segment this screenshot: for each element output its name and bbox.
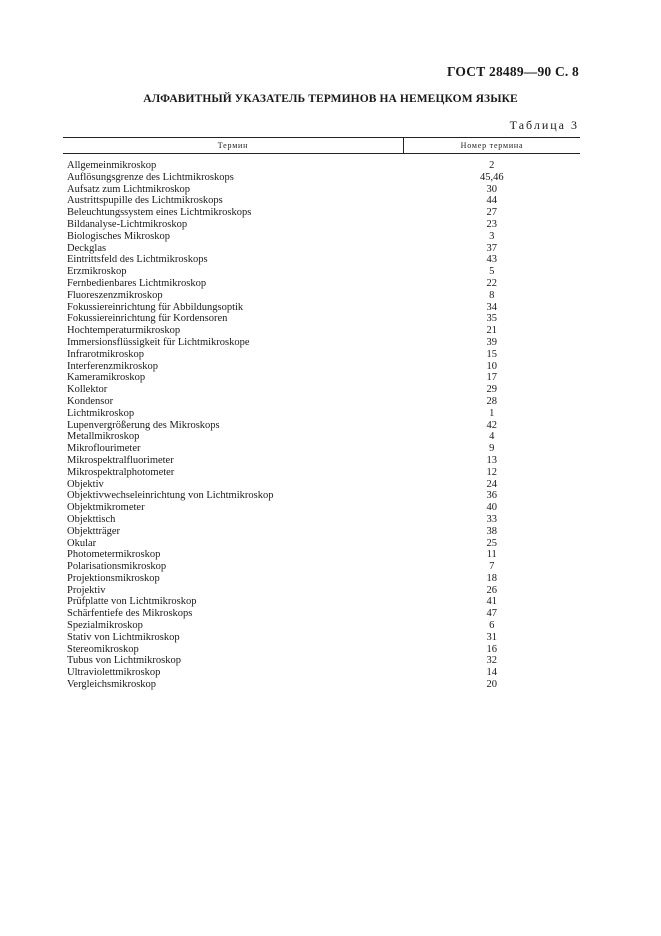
term-cell: Biologisches Mikroskop: [67, 230, 170, 242]
table-row: [63, 349, 580, 361]
term-number-cell: 34: [486, 301, 497, 313]
term-cell: Kollektor: [67, 384, 108, 396]
term-cell: Fluoreszenzmikroskop: [67, 289, 163, 301]
term-cell: Hochtemperaturmikroskop: [67, 325, 181, 337]
term-number-cell: 24: [486, 478, 497, 490]
term-cell: Metallmikroskop: [67, 431, 140, 443]
term-cell: Prüfplatte von Lichtmikroskop: [67, 596, 197, 608]
table-label: Таблица 3: [509, 118, 579, 132]
table-row: [63, 443, 580, 455]
term-cell: Projektionsmikroskop: [67, 572, 160, 584]
table-row: [63, 561, 580, 573]
term-cell: Tubus von Lichtmikroskop: [67, 655, 181, 667]
term-cell: Fernbedienbares Lichtmikroskop: [67, 277, 207, 289]
table-header: [63, 138, 580, 154]
term-cell: Polarisationsmikroskop: [67, 561, 167, 573]
table-row: [63, 172, 580, 184]
term-cell: Fokussiereinrichtung für Abbildungsoptik: [67, 301, 244, 313]
term-cell: Deckglas: [67, 242, 107, 254]
term-number-cell: 6: [489, 620, 495, 632]
term-number-cell: 2: [489, 160, 495, 171]
table-row: [63, 231, 580, 243]
table-row: [63, 679, 580, 691]
term-number-cell: 36: [486, 490, 497, 502]
table-row: [63, 325, 580, 337]
table-row: [63, 479, 580, 491]
term-cell: Infrarotmikroskop: [67, 348, 144, 360]
term-cell: Mikrospektralfluorimeter: [67, 454, 174, 466]
term-number-cell: 5: [489, 266, 495, 278]
term-cell: Objektträger: [67, 525, 121, 537]
term-cell: Objektiv: [67, 478, 104, 490]
term-number-cell: 45,46: [479, 171, 504, 183]
term-cell: Okular: [67, 537, 97, 549]
term-cell: Auflösungsgrenze des Lichtmikroskops: [67, 171, 234, 183]
table-body: [63, 154, 580, 691]
term-cell: Stativ von Lichtmikroskop: [67, 631, 180, 643]
table-row: [63, 254, 580, 266]
term-cell: Ultraviolettmikroskop: [67, 667, 161, 679]
table-row: [63, 154, 580, 172]
page-title: АЛФАВИТНЫЙ УКАЗАТЕЛЬ ТЕРМИНОВ НА НЕМЕЦКОМ ЯЗЫКЕ: [143, 93, 518, 105]
terms-table: [63, 137, 580, 691]
term-number-cell: 35: [486, 313, 497, 325]
term-cell: Eintrittsfeld des Lichtmikroskops: [67, 254, 208, 266]
term-number-cell: 15: [486, 348, 497, 360]
table-row: [63, 243, 580, 255]
table-row: [63, 278, 580, 290]
table-row: [63, 290, 580, 302]
column-header-term: Термин: [63, 138, 404, 154]
term-cell: Kondensor: [67, 395, 114, 407]
header-row: [63, 138, 580, 154]
term-number-cell: 22: [486, 277, 497, 289]
table-row: [63, 361, 580, 373]
term-number-cell: 9: [489, 443, 495, 455]
terms-table-container: [63, 137, 579, 691]
term-number-cell: 23: [486, 218, 497, 230]
column-header-number: Номер термина: [404, 138, 581, 154]
term-number-cell: 37: [486, 242, 497, 254]
term-cell: Photometermikroskop: [67, 549, 161, 561]
table-row: [63, 573, 580, 585]
table-row: [63, 526, 580, 538]
table-row: [63, 538, 580, 550]
term-number-cell: 8: [489, 289, 495, 301]
table-row: [63, 608, 580, 620]
term-number-cell: 25: [486, 537, 497, 549]
table-row: [63, 632, 580, 644]
document-id: ГОСТ 28489—90 С. 8: [446, 64, 579, 79]
term-number-cell: 12: [486, 466, 497, 478]
term-cell: Allgemeinmikroskop: [67, 160, 157, 171]
table-row: [63, 667, 580, 679]
table-row: [63, 455, 580, 467]
term-number-cell: 47: [486, 608, 497, 620]
term-cell: Aufsatz zum Lichtmikroskop: [67, 183, 191, 195]
table-row: [63, 219, 580, 231]
term-cell: Interferenzmikroskop: [67, 360, 158, 372]
term-cell: Austrittspupille des Lichtmikroskops: [67, 195, 223, 207]
table-row: [63, 514, 580, 526]
term-number-cell: 38: [486, 525, 497, 537]
term-cell: Objektmikrometer: [67, 502, 145, 514]
table-row: [63, 408, 580, 420]
term-number-cell: 33: [486, 513, 497, 525]
term-number-cell: 44: [486, 195, 497, 207]
term-number-cell: 32: [486, 655, 497, 667]
table-row: [63, 644, 580, 656]
term-number-cell: 4: [489, 431, 495, 443]
term-cell: Erzmikroskop: [67, 266, 127, 278]
term-cell: Beleuchtungssystem eines Lichtmikroskops: [67, 207, 252, 219]
term-cell: Schärfentiefe des Mikroskops: [67, 608, 193, 620]
table-row: [63, 207, 580, 219]
table-row: [63, 372, 580, 384]
table-row: [63, 384, 580, 396]
term-number-cell: 41: [486, 596, 497, 608]
table-row: [63, 431, 580, 443]
term-cell: Objektivwechseleinrichtung von Lichtmikroskop: [67, 490, 274, 502]
table-row: [63, 396, 580, 408]
term-cell: Projektiv: [67, 584, 106, 596]
term-number-cell: 14: [486, 667, 497, 679]
term-number-cell: 42: [486, 419, 497, 431]
table-row: [63, 195, 580, 207]
table-row: [63, 620, 580, 632]
term-number-cell: 43: [486, 254, 497, 266]
term-cell: Lupenvergrößerung des Mikroskops: [67, 419, 220, 431]
term-cell: Stereomikroskop: [67, 643, 139, 655]
term-number-cell: 29: [486, 384, 497, 396]
term-number-cell: 10: [486, 360, 497, 372]
term-number-cell: 20: [486, 679, 497, 691]
term-cell: Fokussiereinrichtung für Kordensoren: [67, 313, 228, 325]
term-number-cell: 1: [489, 407, 495, 419]
table-row: [63, 266, 580, 278]
term-number-cell: 27: [486, 207, 497, 219]
term-number-cell: 31: [486, 631, 497, 643]
table-row: [63, 313, 580, 325]
term-cell: Vergleichsmikroskop: [67, 679, 157, 691]
term-cell: Mikroflourimeter: [67, 443, 141, 455]
table-row: [63, 337, 580, 349]
term-number-cell: 7: [489, 561, 495, 573]
term-number-cell: 13: [486, 454, 497, 466]
term-cell: Lichtmikroskop: [67, 407, 135, 419]
table-row: [63, 549, 580, 561]
term-number-cell: 21: [486, 325, 497, 337]
table-row: [63, 184, 580, 196]
term-number-cell: 17: [486, 372, 497, 384]
table-row: [63, 420, 580, 432]
table-row: [63, 502, 580, 514]
term-number-cell: 18: [486, 572, 497, 584]
term-cell: Kameramikroskop: [67, 372, 146, 384]
term-number-cell: 26: [486, 584, 497, 596]
term-number-cell: 28: [486, 395, 497, 407]
table-row: [63, 467, 580, 479]
term-number-cell: 16: [486, 643, 497, 655]
term-number-cell: 39: [486, 336, 497, 348]
term-cell: Mikrospektralphotometer: [67, 466, 175, 478]
term-number-cell: 3: [489, 230, 495, 242]
term-cell: Spezialmikroskop: [67, 620, 143, 632]
table-row: [63, 596, 580, 608]
table-row: [63, 302, 580, 314]
term-cell: Immersionsflüssigkeit für Lichtmikroskope: [67, 336, 250, 348]
term-number-cell: 11: [486, 549, 497, 561]
table-row: [63, 490, 580, 502]
table-row: [63, 655, 580, 667]
term-number-cell: 40: [486, 502, 497, 514]
term-cell: Bildanalyse-Lichtmikroskop: [67, 218, 188, 230]
term-number-cell: 30: [486, 183, 497, 195]
term-cell: Objekttisch: [67, 513, 116, 525]
table-row: [63, 585, 580, 597]
